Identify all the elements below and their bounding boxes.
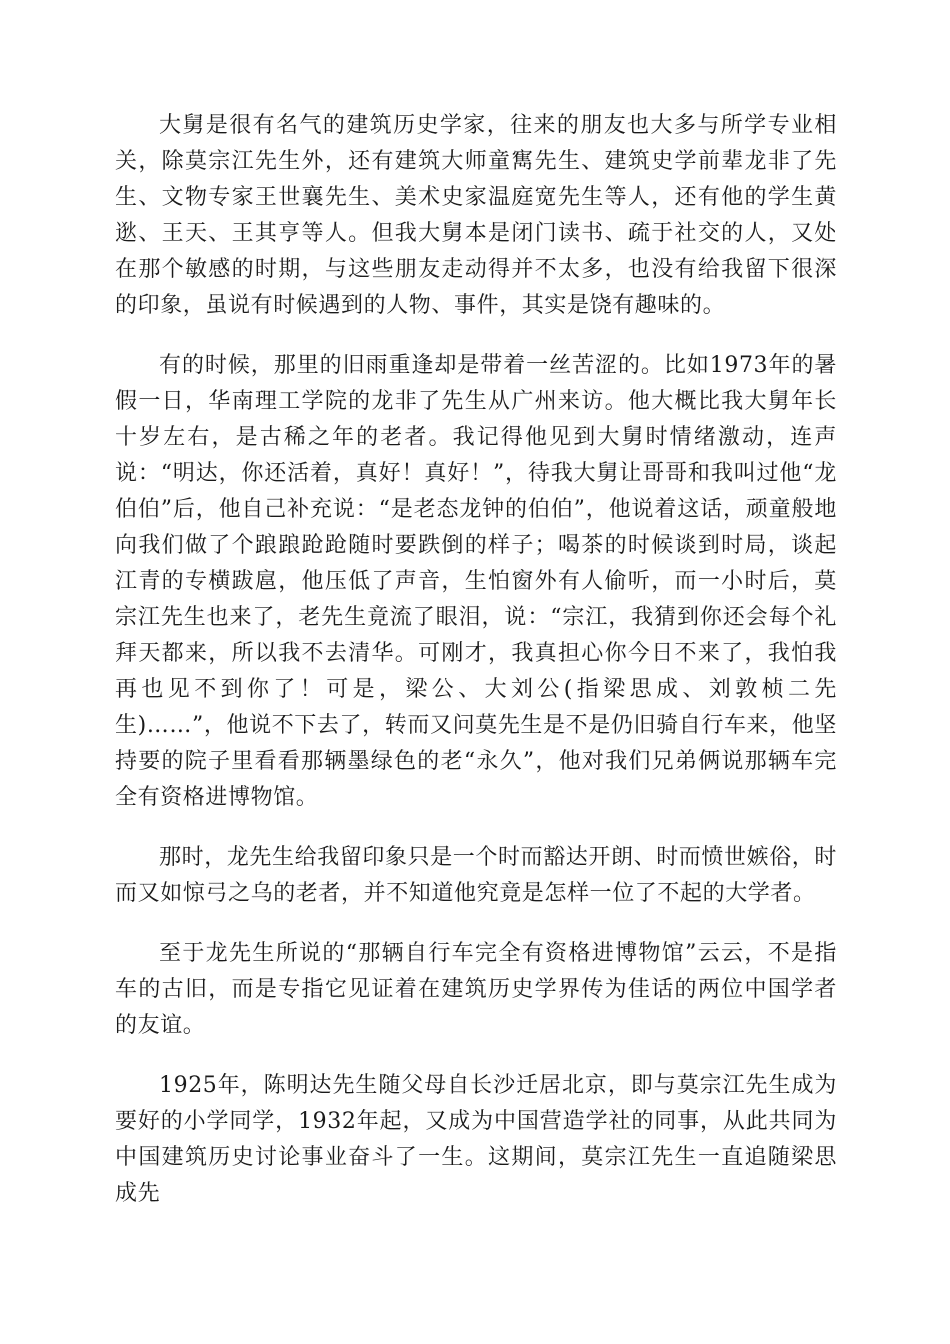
paragraph-4: 至于龙先生所说的“那辆自行车完全有资格进博物馆”云云，不是指车的古旧，而是专指它见证着在建筑历史学界传为佳话的两位中国学者的友谊。: [115, 941, 837, 1038]
paragraph-2: 有的时候，那里的旧雨重逢却是带着一丝苦涩的。比如1973年的暑假一日，华南理工学院的龙非了先生从广州来访。他大概比我大舅年长十岁左右，是古稀之年的老者。我记得他见到大舅时情绪激动，连声说：“明达，你还活着，真好！真好！”，待我大舅让哥哥和我叫过他“龙伯伯”后，他自己补充说：“是老态龙钟的伯伯”，他说着这话，顽童般地向我们做了个踉踉跄跄随时要跌倒的样子；喝茶的时候谈到时局，谈起江青的专横跋扈，他压低了声音，生怕窗外有人偷听，而一小时后，莫宗江先生也来了，老先生竟流了眼泪，说：“宗江，我猜到你还会每个礼拜天都来，所以我不去清华。可刚才，我真担心你今日不来了，我怕我再也见不到你了！可是，梁公、大刘公(指梁思成、刘敦桢二先生)……”，他说不下去了，转而又问莫先生是不是仍旧骑自行车来，他坚持要的院子里看看那辆墨绿色的老“永久”，他对我们兄弟俩说那辆车完全有资格进博物馆。: [115, 353, 837, 810]
paragraph-1: 大舅是很有名气的建筑历史学家，往来的朋友也大多与所学专业相关，除莫宗江先生外，还有建筑大师童寯先生、建筑史学前辈龙非了先生、文物专家王世襄先生、美术史家温庭宽先生等人，还有他的学生黄逖、王天、王其亨等人。但我大舅本是闭门读书、疏于社交的人，又处在那个敏感的时期，与这些朋友走动得并不太多，也没有给我留下很深的印象，虽说有时候遇到的人物、事件，其实是饶有趣味的。: [115, 113, 837, 318]
paragraph-5: 1925年，陈明达先生随父母自长沙迁居北京，即与莫宗江先生成为要好的小学同学，1932年起，又成为中国营造学社的同事，从此共同为中国建筑历史讨论事业奋斗了一生。这期间，莫宗江先生一直追随梁思成先: [115, 1073, 837, 1206]
paragraph-3: 那时，龙先生给我留印象只是一个时而豁达开朗、时而愤世嫉俗，时而又如惊弓之乌的老者，并不知道他究竟是怎样一位了不起的大学者。: [115, 845, 838, 906]
document-page: [115, 108, 837, 1212]
